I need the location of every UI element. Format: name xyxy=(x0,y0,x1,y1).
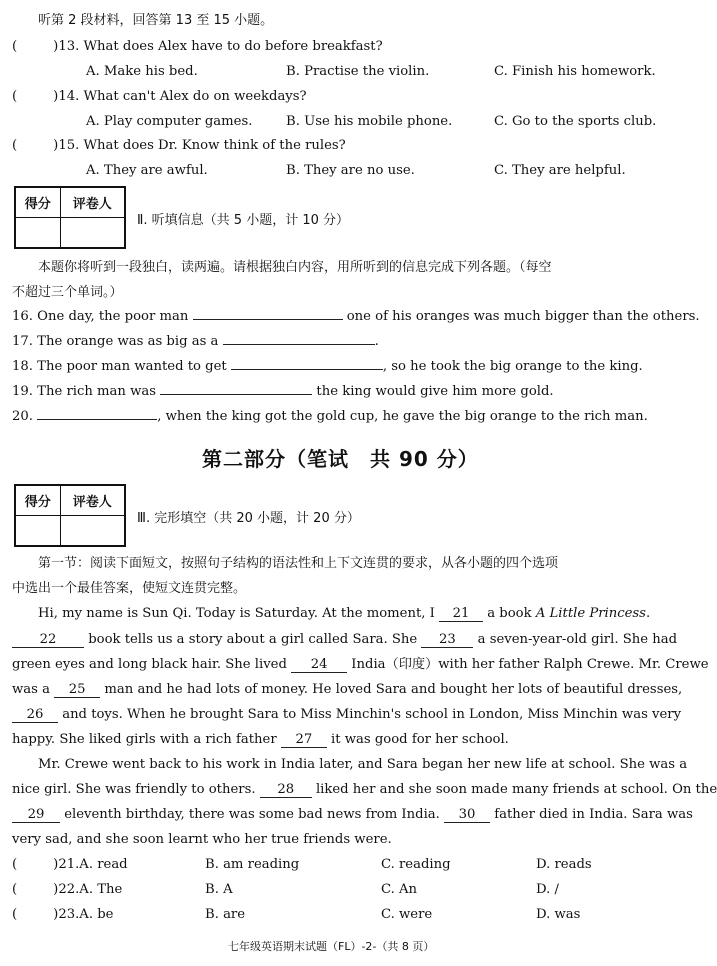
passage-text: happy. She liked girls with a rich father xyxy=(12,732,277,747)
option-22b: B. A xyxy=(205,882,233,897)
passage-text: eleventh birthday, there was some bad news from India. xyxy=(64,807,440,822)
passage-line xyxy=(12,731,509,749)
passage-text: nice girl. She was friendly to others. xyxy=(12,782,256,797)
answer-paren-open: ( xyxy=(12,857,18,872)
question-stem: 13. What does Alex have to do before breakfast? xyxy=(58,39,383,54)
score-label: 得分 xyxy=(16,188,61,218)
answer-paren-open: ( xyxy=(12,138,18,153)
question-number: 21. xyxy=(58,857,80,872)
passage-line xyxy=(12,706,681,724)
option-a: A. be xyxy=(79,907,114,922)
passage-line xyxy=(12,806,693,824)
item-text: , when the king got the gold cup, he gave the big orange to the rich man. xyxy=(157,409,648,424)
passage-text: it was good for her school. xyxy=(331,732,509,747)
option-a: A. The xyxy=(79,882,123,897)
passage-text: Mr. Crewe went back to his work in India later, and Sara began her new life at school. She was a xyxy=(38,757,688,772)
answer-paren-open: ( xyxy=(12,39,18,54)
part2-heading: Ⅱ. 听填信息（共 5 小题，计 10 分） xyxy=(137,213,350,228)
question-number: 22. xyxy=(58,882,80,897)
item-text: 17. The orange was as big as a xyxy=(12,334,219,349)
option-23b: B. are xyxy=(205,907,246,922)
cloze-blank-23[interactable]: 23 xyxy=(421,632,473,648)
answer-blank-17[interactable] xyxy=(223,344,375,345)
question-14 xyxy=(12,88,307,106)
answer-paren-open: ( xyxy=(12,907,18,922)
item-text: 20. xyxy=(12,409,33,424)
option-15a: A. They are awful. xyxy=(86,163,208,178)
passage-text: liked her and she soon made many friends at school. On the xyxy=(315,782,717,797)
option-13c: C. Finish his homework. xyxy=(494,64,656,79)
passage-text: . xyxy=(645,606,651,621)
grader-cell[interactable] xyxy=(60,516,124,546)
option-22d: D. / xyxy=(536,882,559,897)
passage-text: father died in India. Sara was xyxy=(494,807,693,822)
answer-blank-18[interactable] xyxy=(231,369,383,370)
score-box xyxy=(14,484,126,547)
option-21d: D. reads xyxy=(536,857,592,872)
cloze-blank-22[interactable]: 22 xyxy=(12,632,84,648)
option-21c: C. reading xyxy=(381,857,451,872)
passage-line xyxy=(12,781,717,799)
cloze-blank-27[interactable]: 27 xyxy=(281,732,327,748)
fill-item-20 xyxy=(12,408,648,426)
passage-text: Hi, my name is Sun Qi. Today is Saturday. At the moment, I xyxy=(38,606,435,621)
answer-blank-20[interactable] xyxy=(37,419,157,420)
cloze-blank-24[interactable]: 24 xyxy=(291,657,347,673)
fill-item-17 xyxy=(12,333,379,351)
answer-paren-open: ( xyxy=(12,882,18,897)
answer-blank-16[interactable] xyxy=(193,319,343,320)
option-15c: C. They are helpful. xyxy=(494,163,626,178)
passage-line xyxy=(38,756,687,774)
book-title: A Little Princess xyxy=(535,606,646,621)
item-text: . xyxy=(374,334,379,349)
answer-paren-open: ( xyxy=(12,89,18,104)
score-box xyxy=(14,186,126,249)
fill-item-16 xyxy=(12,308,700,326)
cloze-blank-25[interactable]: 25 xyxy=(54,682,100,698)
option-14c: C. Go to the sports club. xyxy=(494,114,657,129)
cloze-blank-29[interactable]: 29 xyxy=(12,807,60,823)
option-15b: B. They are no use. xyxy=(286,163,415,178)
item-text: 19. The rich man was xyxy=(12,384,157,399)
cloze-blank-28[interactable]: 28 xyxy=(260,782,312,798)
answer-paren-close: ) xyxy=(53,39,59,54)
cloze-blank-21[interactable]: 21 xyxy=(439,606,483,622)
cloze-blank-30[interactable]: 30 xyxy=(444,807,490,823)
passage-line xyxy=(12,631,677,649)
grader-label: 评卷人 xyxy=(60,188,124,218)
passage-text: very sad, and she soon learnt who her true friends were. xyxy=(12,832,392,847)
question-22 xyxy=(12,881,122,899)
score-label: 得分 xyxy=(16,486,61,516)
passage-text: India（印度）with her father Ralph Crewe. Mr. Crewe xyxy=(351,657,709,672)
section-intro: 听第 2 段材料，回答第 13 至 15 小题。 xyxy=(38,13,274,28)
passage-line xyxy=(12,831,392,849)
answer-blank-19[interactable] xyxy=(160,394,312,395)
passage-text: a seven-year-old girl. She had xyxy=(477,632,678,647)
item-text: 16. One day, the poor man xyxy=(12,309,189,324)
cloze-blank-26[interactable]: 26 xyxy=(12,707,58,723)
fill-item-18 xyxy=(12,358,643,376)
passage-text: was a xyxy=(12,682,50,697)
passage-text: book tells us a story about a girl called Sara. She xyxy=(88,632,418,647)
passage-line xyxy=(12,681,682,699)
option-14b: B. Use his mobile phone. xyxy=(286,114,453,129)
page-footer: 七年级英语期末试题（FL）-2-（共 8 页） xyxy=(228,940,435,953)
question-stem: 14. What can't Alex do on weekdays? xyxy=(58,89,307,104)
answer-paren-close: ) xyxy=(53,857,59,872)
part3-instructions-cont: 中选出一个最佳答案，使短文连贯完整。 xyxy=(12,581,247,596)
answer-paren-close: ) xyxy=(53,138,59,153)
passage-line xyxy=(38,605,650,623)
grader-label: 评卷人 xyxy=(60,486,124,516)
part2-instructions: 本题你将听到一段独白，读两遍。请根据独白内容，用所听到的信息完成下列各题。（每空 xyxy=(38,260,552,275)
item-text: , so he took the big orange to the king. xyxy=(382,359,643,374)
passage-text: man and he had lots of money. He loved Sara and bought her lots of beautiful dresses, xyxy=(104,682,683,697)
part3-instructions: 第一节：阅读下面短文，按照句子结构的语法性和上下文连贯的要求，从各小题的四个选项 xyxy=(38,556,559,571)
grader-cell[interactable] xyxy=(60,218,124,248)
passage-text: a book xyxy=(487,606,532,621)
answer-paren-close: ) xyxy=(53,89,59,104)
question-13 xyxy=(12,38,383,56)
option-a: A. read xyxy=(79,857,128,872)
option-13a: A. Make his bed. xyxy=(86,64,198,79)
question-15 xyxy=(12,137,346,155)
question-number: 23. xyxy=(58,907,80,922)
fill-item-19 xyxy=(12,383,554,401)
item-text: one of his oranges was much bigger than the others. xyxy=(346,309,700,324)
question-stem: 15. What does Dr. Know think of the rules? xyxy=(58,138,346,153)
option-22c: C. An xyxy=(381,882,418,897)
part3-heading: Ⅲ. 完形填空（共 20 小题，计 20 分） xyxy=(137,511,360,526)
passage-line xyxy=(12,656,709,674)
option-23c: C. were xyxy=(381,907,433,922)
option-21b: B. am reading xyxy=(205,857,300,872)
answer-paren-close: ) xyxy=(53,882,59,897)
question-21 xyxy=(12,856,128,874)
score-cell[interactable] xyxy=(16,218,61,248)
passage-text: and toys. When he brought Sara to Miss Minchin's school in London, Miss Minchin was very xyxy=(62,707,682,722)
option-23d: D. was xyxy=(536,907,581,922)
part2-instructions-cont: 不超过三个单词。） xyxy=(12,285,123,300)
part-two-title: 第二部分（笔试 共 90 分） xyxy=(202,447,479,471)
item-text: 18. The poor man wanted to get xyxy=(12,359,227,374)
score-cell[interactable] xyxy=(16,516,61,546)
passage-text: green eyes and long black hair. She lived xyxy=(12,657,287,672)
item-text: the king would give him more gold. xyxy=(316,384,554,399)
option-13b: B. Practise the violin. xyxy=(286,64,430,79)
option-14a: A. Play computer games. xyxy=(86,114,253,129)
answer-paren-close: ) xyxy=(53,907,59,922)
question-23 xyxy=(12,906,113,924)
